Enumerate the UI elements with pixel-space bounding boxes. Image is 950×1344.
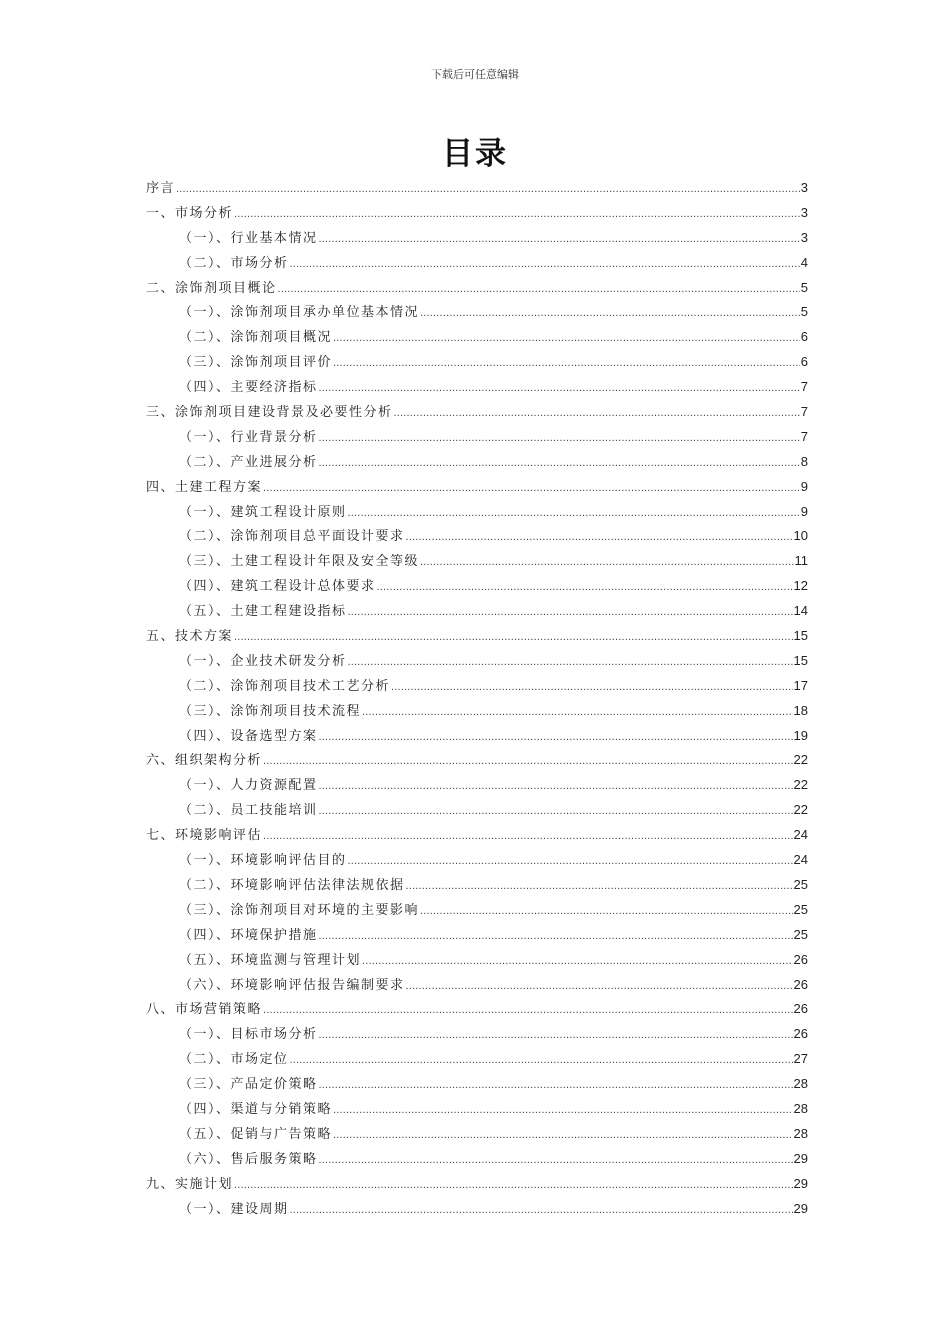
toc-entry-page-number: 6 <box>800 329 808 345</box>
toc-entry-page-number: 26 <box>793 1001 808 1017</box>
toc-section-entry[interactable] <box>146 1097 808 1122</box>
toc-chapter-entry[interactable] <box>146 475 808 500</box>
toc-entry-label: （二）、涂饰剂项目总平面设计要求 <box>179 529 405 545</box>
toc-entry-label: （一）、行业背景分析 <box>179 429 318 445</box>
toc-dot-leader <box>406 525 793 550</box>
toc-section-entry[interactable] <box>146 574 808 599</box>
toc-section-entry[interactable] <box>146 649 808 674</box>
toc-dot-leader <box>420 550 793 575</box>
toc-chapter-entry[interactable] <box>146 823 808 848</box>
toc-dot-leader <box>176 177 800 202</box>
toc-entry-page-number: 24 <box>793 852 808 868</box>
toc-dot-leader <box>234 1173 793 1198</box>
toc-dot-leader <box>333 1123 793 1148</box>
toc-entry-label: （二）、市场定位 <box>179 1052 289 1068</box>
toc-entry-label: （一）、企业技术研发分析 <box>179 653 347 669</box>
toc-dot-leader <box>420 301 800 326</box>
toc-entry-label: 九、实施计划 <box>146 1176 234 1192</box>
toc-section-entry[interactable] <box>146 948 808 973</box>
toc-chapter-entry[interactable] <box>146 997 808 1022</box>
toc-entry-label: （一）、行业基本情况 <box>179 230 318 246</box>
toc-entry-label: （三）、涂饰剂项目评价 <box>179 355 333 371</box>
toc-dot-leader <box>319 799 793 824</box>
toc-entry-label: （六）、环境影响评估报告编制要求 <box>179 977 405 993</box>
toc-dot-leader <box>348 501 800 526</box>
toc-entry-label: （六）、售后服务策略 <box>179 1151 318 1167</box>
toc-dot-leader <box>263 476 800 501</box>
toc-dot-leader <box>278 277 800 302</box>
toc-section-entry[interactable] <box>146 973 808 998</box>
toc-entry-label: （一）、涂饰剂项目承办单位基本情况 <box>179 305 420 321</box>
toc-dot-leader <box>319 227 800 252</box>
toc-entry-page-number: 22 <box>793 802 808 818</box>
toc-entry-label: 五、技术方案 <box>146 629 234 645</box>
toc-entry-page-number: 28 <box>793 1100 808 1116</box>
toc-entry-label: 序言 <box>146 181 176 196</box>
toc-entry-page-number: 27 <box>793 1051 808 1067</box>
toc-dot-leader <box>263 749 793 774</box>
toc-entry-label: （二）、环境影响评估法律法规依据 <box>179 877 405 893</box>
toc-entry-label: （二）、涂饰剂项目概况 <box>179 330 333 346</box>
toc-entry-page-number: 22 <box>793 777 808 793</box>
toc-section-entry[interactable] <box>146 674 808 699</box>
toc-entry-page-number: 25 <box>793 876 808 892</box>
toc-entry-label: （三）、土建工程设计年限及安全等级 <box>179 554 420 570</box>
toc-entry-label: （二）、员工技能培训 <box>179 803 318 819</box>
toc-entry-page-number: 12 <box>793 578 808 594</box>
toc-dot-leader <box>319 1023 793 1048</box>
toc-dot-leader <box>319 774 793 799</box>
toc-section-entry[interactable] <box>146 699 808 724</box>
toc-section-entry[interactable] <box>146 1147 808 1172</box>
toc-section-entry[interactable] <box>146 251 808 276</box>
toc-dot-leader <box>234 625 793 650</box>
toc-dot-leader <box>391 675 793 700</box>
toc-entry-page-number: 25 <box>793 926 808 942</box>
header-note: 下载后可任意编辑 <box>431 68 519 81</box>
toc-entry-label: 七、环境影响评估 <box>146 828 263 844</box>
toc-section-entry[interactable] <box>146 425 808 450</box>
toc-section-entry[interactable] <box>146 1197 808 1222</box>
toc-entry-page-number: 7 <box>800 428 808 444</box>
toc-entry-label: （四）、设备选型方案 <box>179 728 318 744</box>
toc-chapter-entry[interactable] <box>146 201 808 226</box>
toc-section-entry[interactable] <box>146 773 808 798</box>
toc-entry-label: （三）、产品定价策略 <box>179 1077 318 1093</box>
toc-entry-page-number: 5 <box>800 304 808 320</box>
toc-section-entry[interactable] <box>146 1022 808 1047</box>
toc-dot-leader <box>234 202 800 227</box>
toc-entry-label: （一）、人力资源配置 <box>179 778 318 794</box>
toc-dot-leader <box>290 252 800 277</box>
toc-dot-leader <box>333 326 800 351</box>
toc-dot-leader <box>319 924 793 949</box>
toc-chapter-entry[interactable] <box>146 400 808 425</box>
toc-entry-label: （一）、建筑工程设计原则 <box>179 504 347 520</box>
toc-chapter-entry[interactable] <box>146 276 808 301</box>
toc-entry-page-number: 18 <box>793 702 808 718</box>
toc-section-entry[interactable] <box>146 350 808 375</box>
toc-dot-leader <box>263 824 793 849</box>
toc-dot-leader <box>319 426 800 451</box>
toc-entry-page-number: 3 <box>800 180 808 195</box>
toc-dot-leader <box>377 575 793 600</box>
toc-dot-leader <box>348 849 793 874</box>
toc-dot-leader <box>319 725 793 750</box>
toc-dot-leader <box>290 1048 793 1073</box>
toc-entry-label: 六、组织架构分析 <box>146 753 263 769</box>
toc-entry-page-number: 28 <box>793 1125 808 1141</box>
toc-entry-label: （五）、环境监测与管理计划 <box>179 952 362 968</box>
toc-entry-page-number: 19 <box>793 727 808 743</box>
toc-entry-label: 四、土建工程方案 <box>146 479 263 495</box>
toc-entry-label: 一、市场分析 <box>146 205 234 221</box>
toc-section-entry[interactable] <box>146 524 808 549</box>
toc-entry-label: （一）、环境影响评估目的 <box>179 853 347 869</box>
toc-entry-page-number: 26 <box>793 1026 808 1042</box>
toc-dot-leader <box>263 998 793 1023</box>
toc-entry-label: 八、市场营销策略 <box>146 1002 263 1018</box>
toc-section-entry[interactable] <box>146 898 808 923</box>
toc-chapter-entry[interactable] <box>146 748 808 773</box>
toc-entry-page-number: 26 <box>793 976 808 992</box>
toc-entry-page-number: 9 <box>800 478 808 494</box>
toc-dot-leader <box>319 451 800 476</box>
toc-entry-page-number: 29 <box>793 1150 808 1166</box>
toc-entry-page-number: 14 <box>793 603 808 619</box>
toc-section-entry[interactable] <box>146 500 808 525</box>
toc-dot-leader <box>362 700 793 725</box>
page-title: 目录 <box>442 136 508 172</box>
toc-entry-page-number: 7 <box>800 404 808 420</box>
toc-entry-label: （五）、促销与广告策略 <box>179 1126 333 1142</box>
toc-dot-leader <box>362 949 793 974</box>
toc-entry-page-number: 4 <box>800 254 808 270</box>
toc-section-entry[interactable] <box>146 724 808 749</box>
toc-entry-page-number: 9 <box>800 503 808 519</box>
toc-entry-page-number: 5 <box>800 279 808 295</box>
toc-section-entry[interactable] <box>146 300 808 325</box>
toc-entry-page-number: 15 <box>793 652 808 668</box>
toc-entry-label: （二）、市场分析 <box>179 255 289 271</box>
toc-section-entry[interactable] <box>146 375 808 400</box>
toc-entry-page-number: 29 <box>793 1175 808 1191</box>
toc-section-entry[interactable] <box>146 1047 808 1072</box>
toc-entry-page-number: 11 <box>794 553 808 569</box>
toc-dot-leader <box>333 351 800 376</box>
toc-entry-page-number: 3 <box>800 204 808 220</box>
toc-entry-page-number: 7 <box>800 379 808 395</box>
toc-dot-leader <box>319 376 800 401</box>
toc-entry-label: （五）、土建工程建设指标 <box>179 604 347 620</box>
toc-entry-label: （四）、渠道与分销策略 <box>179 1101 333 1117</box>
toc-dot-leader <box>319 1073 793 1098</box>
toc-entry-label: 二、涂饰剂项目概论 <box>146 280 277 296</box>
toc-entry-page-number: 8 <box>800 453 808 469</box>
toc-section-entry[interactable] <box>146 1072 808 1097</box>
toc-section-entry[interactable] <box>146 450 808 475</box>
toc-entry-page-number: 24 <box>793 827 808 843</box>
toc-section-entry[interactable] <box>146 798 808 823</box>
toc-entry-label: （二）、涂饰剂项目技术工艺分析 <box>179 678 391 694</box>
toc-entry-label: （四）、主要经济指标 <box>179 380 318 396</box>
toc-entry-page-number: 22 <box>793 752 808 768</box>
toc-section-entry[interactable] <box>146 325 808 350</box>
toc-entry-page-number: 28 <box>793 1076 808 1092</box>
table-of-contents <box>146 176 808 1221</box>
toc-entry-page-number: 10 <box>793 528 808 544</box>
toc-section-entry[interactable] <box>146 226 808 251</box>
toc-section-entry[interactable] <box>146 1122 808 1147</box>
toc-entry-page-number: 3 <box>800 229 808 245</box>
toc-entry-page-number: 6 <box>800 354 808 370</box>
toc-entry-page-number: 26 <box>793 951 808 967</box>
toc-dot-leader <box>333 1098 793 1123</box>
toc-section-entry[interactable] <box>146 599 808 624</box>
toc-dot-leader <box>290 1198 793 1223</box>
toc-entry-page-number: 29 <box>793 1200 808 1216</box>
toc-entry-label: 三、涂饰剂项目建设背景及必要性分析 <box>146 405 393 421</box>
toc-chapter-entry[interactable] <box>146 176 808 201</box>
toc-entry-page-number: 15 <box>793 628 808 644</box>
toc-dot-leader <box>420 899 793 924</box>
toc-section-entry[interactable] <box>146 549 808 574</box>
toc-dot-leader <box>348 650 793 675</box>
toc-section-entry[interactable] <box>146 848 808 873</box>
toc-entry-page-number: 25 <box>793 901 808 917</box>
toc-section-entry[interactable] <box>146 873 808 898</box>
toc-entry-page-number: 17 <box>793 677 808 693</box>
toc-dot-leader <box>348 600 793 625</box>
toc-dot-leader <box>319 1148 793 1173</box>
toc-entry-label: （一）、建设周期 <box>179 1201 289 1217</box>
toc-chapter-entry[interactable] <box>146 624 808 649</box>
toc-dot-leader <box>406 874 793 899</box>
toc-entry-label: （三）、涂饰剂项目对环境的主要影响 <box>179 902 420 918</box>
toc-section-entry[interactable] <box>146 923 808 948</box>
toc-entry-label: （一）、目标市场分析 <box>179 1027 318 1043</box>
toc-entry-label: （四）、建筑工程设计总体要求 <box>179 579 376 595</box>
toc-chapter-entry[interactable] <box>146 1172 808 1197</box>
toc-entry-label: （四）、环境保护措施 <box>179 927 318 943</box>
toc-entry-label: （三）、涂饰剂项目技术流程 <box>179 703 362 719</box>
toc-dot-leader <box>406 974 793 999</box>
toc-entry-label: （二）、产业进展分析 <box>179 454 318 470</box>
toc-dot-leader <box>394 401 800 426</box>
